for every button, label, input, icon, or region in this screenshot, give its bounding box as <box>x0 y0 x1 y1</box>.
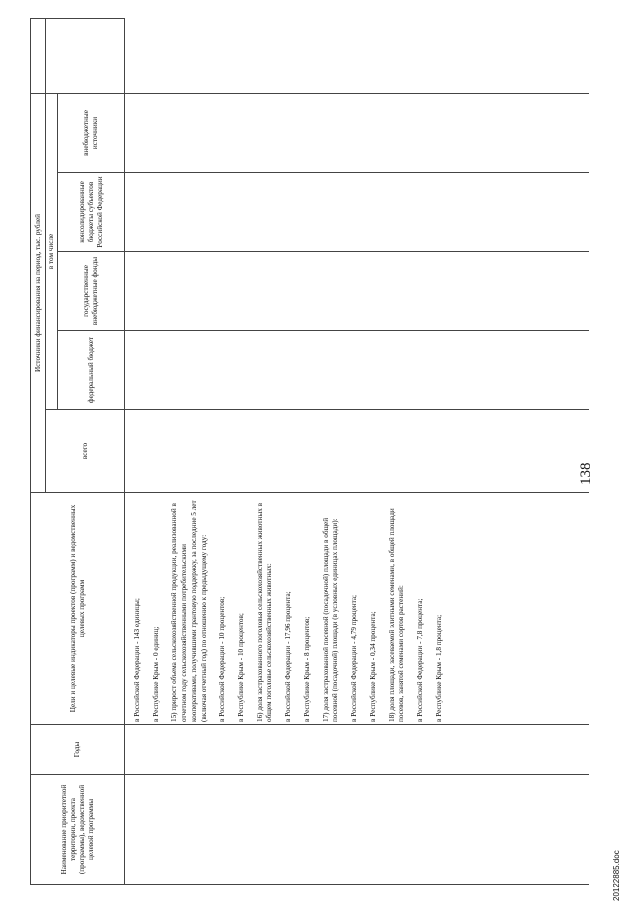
header-goals: Цели и целевые индикаторы проектов (программ) и ведомственных целевых программ <box>31 493 125 725</box>
list-item: в Российской Федерации - 7,8 процента; <box>415 598 424 722</box>
list-item: в Республике Крым - 1,8 процента; <box>434 614 443 722</box>
list-item: 17) доля застрахованной посевной (посадочной) площади в общей посевной (посадочной) площади (в условных единицах площади): <box>321 517 340 722</box>
header-extrabudget: внебюджетные источники <box>58 93 125 172</box>
body-blank-cell <box>125 18 590 93</box>
body-state-funds-cell <box>125 252 590 331</box>
header-state-funds: государственные внебюджетные фонды <box>58 252 125 331</box>
list-item: в Российской Федерации - 4,79 процента; <box>350 594 359 722</box>
header-funding-group: Источники финансирования на период, тыс. рублей <box>31 93 46 492</box>
list-item: в Российской Федерации - 17,96 процента; <box>284 591 293 722</box>
body-name-cell <box>125 775 590 885</box>
indicator-list <box>133 495 444 722</box>
list-item: 18) доля площади, засеваемой элитными семенами, в общей площади посевов, занятой семенами сортов растений: <box>387 508 406 722</box>
body-goals-cell <box>125 493 590 725</box>
list-item: 16) доля застрахованного поголовья сельскохозяйственных животных в общем поголовье сельскохозяйственных животных: <box>255 503 274 722</box>
funding-table <box>30 18 589 885</box>
header-including: в том числе <box>46 93 58 409</box>
list-item: в Республике Крым - 8 процентов; <box>302 616 311 722</box>
header-regional: консолидированные бюджеты субъектов Российской Федерации <box>58 173 125 252</box>
body-years-cell <box>125 725 590 775</box>
body-regional-cell <box>125 173 590 252</box>
document-id: 20122885.doc <box>612 850 621 901</box>
header-blank <box>31 18 46 93</box>
header-blank-2 <box>46 18 125 93</box>
list-item: в Республике Крым - 10 процентов; <box>237 613 246 722</box>
list-item: в Республике Крым - 0,34 процента; <box>368 611 377 722</box>
body-federal-cell <box>125 331 590 410</box>
list-item: 15) прирост объема сельскохозяйственной продукции, реализованной в отчетном году сельскохозяйственными потребительскими кооперативами, получившими грантовую поддержку, за последние 5 лет (включая отчетный год) по отношению к предыдущему году: <box>170 500 208 722</box>
header-federal: федеральный бюджет <box>58 331 125 410</box>
header-name: Наименование приоритетной территории, проекта (программы), ведомственной целевой программы <box>31 775 125 885</box>
list-item: в Российской Федерации - 10 процентов; <box>218 596 227 722</box>
body-extrabudget-cell <box>125 93 590 172</box>
header-total: всего <box>46 410 125 493</box>
header-years: Годы <box>31 725 125 775</box>
page-number: 138 <box>578 462 594 485</box>
list-item: в Республике Крым - 0 единиц; <box>151 626 160 722</box>
list-item: в Российской Федерации - 143 единицы; <box>133 598 141 722</box>
body-total-cell <box>125 410 590 493</box>
